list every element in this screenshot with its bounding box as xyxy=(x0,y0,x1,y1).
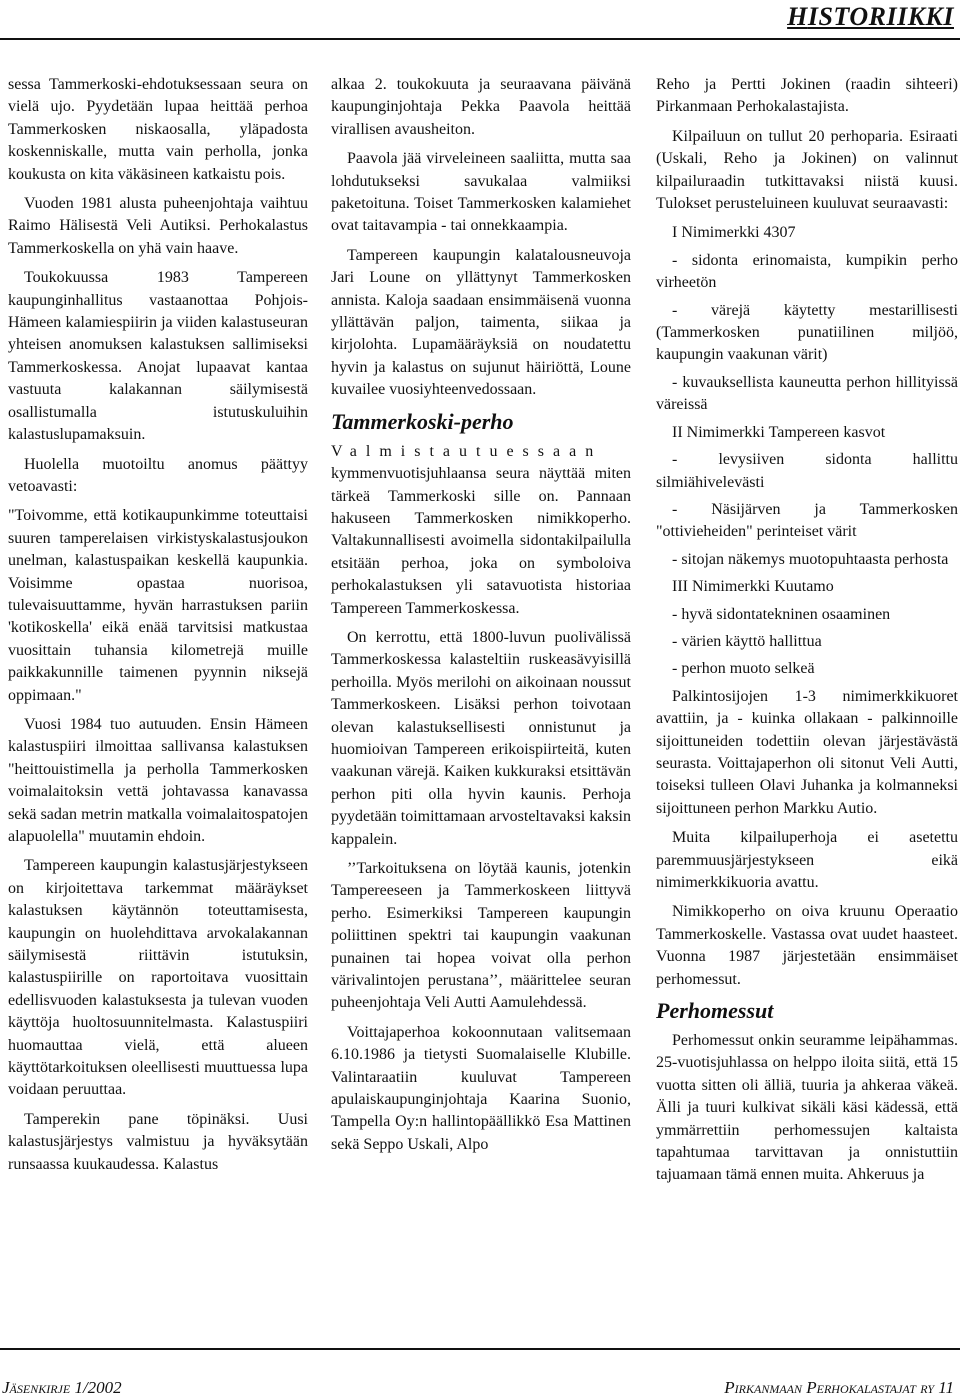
paragraph: alkaa 2. toukokuuta ja seuraavana päivänä kaupunginjohtaja Pekka Paavola heittää virallisen avausheiton. xyxy=(331,76,631,138)
result-item: - Näsijärven ja Tammerkosken "ottivieheiden" perinteiset värit xyxy=(656,500,958,541)
paragraph: Tampereen kaupungin kalastusjärjestykseen on kirjoitettava tarkemmat määräykset kalastuksen käytännön toteuttamisesta, kaupungin on huolehdittava arvokalakannan säilymisestä riittävin istutuksin, kalastuspiirille on raportoitava vuosittain edellisvuoden kalastuksesta ja tulevan vuoden käyttöja huoltosuunnitelmasta. Kalastuspiiri huomauttaa vielä, että alueen käyttötarkoituksen oleellisesti muuttuessa lupa voidaan peruuttaa. xyxy=(8,857,308,1099)
section-title xyxy=(787,2,954,32)
paragraph: Nimikkoperho on oiva kruunu Operaatio Tammerkoskelle. Vastassa ovat uudet haasteet. Vuonna 1987 järjestetään ensimmäiset perhomessut. xyxy=(656,903,958,988)
paragraph: Huolella muotoiltu anomus päättyy vetoavasti: xyxy=(8,455,308,495)
paragraph xyxy=(331,441,631,620)
section-title-initial: H xyxy=(787,2,808,31)
header-rule xyxy=(0,38,960,40)
article-column-3 xyxy=(656,74,958,1194)
paragraph: Palkintosijojen 1-3 nimimerkkikuoret avattiin, ja - kuinka ollakaan - palkinnoille sijoittuneiden todettiin olevan järjestävästä seurasta. Voittajaperhon oli sitonut Veli Autti, toiseksi tulleen Olavi Juhanka ja kolmanneksi sijoittuneen perhon Markku Autio. xyxy=(656,687,958,817)
footer-rule xyxy=(0,1348,960,1350)
paragraph: Toukokuussa 1983 Tampereen kaupunginhallitus vastaanottaa Pohjois-Hämeen kalamiespiirin ja viiden kalastuseuran yhteisen anomuksen kalastuksen sallimiseksi Tammerkoskessa. Anojat lupaavat kantaa vastuuta kalakannan säilymisestä osallistumalla istutuskuluihin kalastuslupamaksuin. xyxy=(8,269,308,444)
paragraph: Kilpailuun on tullut 20 perhoparia. Esiraati (Uskali, Reho ja Jokinen) on valinnut kilpailuraadin tutkittavaksi niistä kuusi. Tulokset perusteluineen kuuluvat seuraavasti: xyxy=(656,127,958,213)
paragraph: Reho ja Pertti Jokinen (raadin sihteeri) Pirkanmaan Perhokalastajista. xyxy=(656,76,958,116)
result-item: - värejä käytetty mestarillisesti (Tammerkosken punatiilinen miljöö, kaupungin vaakunan värit) xyxy=(656,301,958,364)
paragraph: Voittajaperhoa kokoonnutaan valitsemaan 6.10.1986 ja tietysti Suomalaiselle Klubille. Valintaraatiin kuuluvat Tampereen apulaiskaupunginjohtaja Kaarina Suonio, Tampella Oy:n hallintopäällikkö Esa Mattinen sekä Seppo Uskali, Alpo xyxy=(331,1023,631,1153)
footer-publisher-page: Pirkanmaan Perhokalastajat ry 11 xyxy=(724,1378,954,1397)
result-item: - sitojan näkemys muotopuhtaasta perhosta xyxy=(672,550,949,568)
result-heading: II Nimimerkki Tampereen kasvot xyxy=(672,423,886,441)
section-title-rest: ISTORIIKKI xyxy=(807,2,954,31)
result-item: - värien käyttö hallittua xyxy=(672,632,822,650)
paragraph-text: kymmenvuotisjuhlaansa seura näyttää miten tärkeä Tammerkoski sille on. Pannaan hakuseen Tammerkosken nimikkoperho. Valtakunnallisesti avoimella sidontakilpailulla etsitään perhoa, joka on symboloiva perhokalastuksen yli satavuotista historiaa Tampereen Tammerkoskessa. xyxy=(331,465,631,617)
footer-publication: Jäsenkirje 1/2002 xyxy=(2,1378,122,1397)
result-item: - sidonta erinomaista, kumpikin perho virheetön xyxy=(656,251,958,292)
result-heading: III Nimimerkki Kuutamo xyxy=(672,578,834,596)
paragraph: Vuoden 1981 alusta puheenjohtaja vaihtuu Raimo Hälisestä Veli Autiksi. Perhokalastus Tammerkoskella on yhä vain haave. xyxy=(8,195,308,257)
paragraph: Tampereen kaupungin kalatalousneuvoja Jari Loune on yllättynyt Tammerkosken annista. Kaloja saadaan ensimmäisenä vuonna yllättävän paljon, taimenta, siikaa ja kirjolohta. Lupamääräyksiä on noudatettu hyvin ja kalastus on sujunut häiriöttä, Loune kuvailee vuosiyhteenvedossaan. xyxy=(331,246,631,399)
paragraph: Perhomessut onkin seuramme leipähammas. 25-vuotisjuhlassa on helppo iloita siitä, että 15 vuotta sitten oli älliä, tuuria ja ahkeraa väkeä. Älli ja tuuri kulkivat sikäli käsi kädessä, että ymmärrettiin perhomessujen kaltaista tapahtumaa tarvittavan ja onnistuttiin tajuamaan tämä ennen muita. Ahkeruus ja xyxy=(656,1032,958,1184)
paragraph: Paavola jää virveleineen saaliitta, mutta saa lohdutukseksi savukalaa valmiiksi paketoituna. Toiset Tammerkosken kalamiehet ovat taitavampia - tai onnekkaampia. xyxy=(331,150,631,235)
paragraph: On kerrottu, että 1800-luvun puolivälissä Tammerkoskessa kalasteltiin ruskeasävyisillä perhoilla. Myös merilohi on aikoinaan noussut Tammerkoskeen. Lisäksi perhon toivotaan olevan kalastuksellisesti onnistunut ja huomioivan Tampereen erikoispiirteitä, kuten vaakunan värejä. Kaiken kukkuraksi etsittävän perhon piti olla hyvin kaunis. Perhoja pyydetään toimittamaan arvosteltavaksi kaksin kappalein. xyxy=(331,628,631,848)
subheading-perhomessut: Perhomessut xyxy=(656,998,774,1024)
result-item: - kuvauksellista kauneutta perhon hillityissä väreissä xyxy=(656,373,958,414)
paragraph: sessa Tammerkoski-ehdotuksessaan seura on vielä ujo. Pyydetään lupaa heittää perhoa Tammerkosken niskaosalla, yläpadosta koskenniskalle, mutta vain perholla, jonka koukusta on kita väkäsineen katkaistu pois. xyxy=(8,76,308,183)
article-column-1 xyxy=(8,74,308,1183)
paragraph: Tamperekin pane töpinäksi. Uusi kalastusjärjestys valmistuu ja hyväksytään runsaassa kuukaudessa. Kalastus xyxy=(8,1110,308,1173)
paragraph: ’’Tarkoituksena on löytää kaunis, jotenkin Tampereeseen ja Tammerkoskeen liittyvä perho. Esimerkiksi Tampereen kaupungin poliittinen spektri tai kaupungin vaakunan punainen tai hopea voivat olla perhon värivalintojen perustana’’, määrittelee seuran puheenjohtaja Veli Autti Aamulehdessä. xyxy=(331,860,631,1012)
result-item: - levysiiven sidonta hallittu silmiähivelevästi xyxy=(656,451,958,491)
subheading-tammerkoski-perho: Tammerkoski-perho xyxy=(331,408,514,434)
paragraph: Vuosi 1984 tuo autuuden. Ensin Hämeen kalastuspiiri ilmoittaa sallivansa kalastuksen "heittouistimella ja perholla Tammerkosken voimalaitoksin vettä johtavassa kanavassa sekä sadan metrin matkalla voimalaitospatojen alapuolella" muutamin ehdoin. xyxy=(8,715,308,845)
result-item: - hyvä sidontatekninen osaaminen xyxy=(672,605,891,623)
paragraph: Muita kilpailuperhoja ei asetettu paremmuusjärjestykseen eikä nimimerkkikuoria avattu. xyxy=(656,829,958,891)
spaced-lead-word: Valmistautuessaan xyxy=(331,442,603,460)
result-heading: I Nimimerkki 4307 xyxy=(672,224,796,242)
quote-paragraph: "Toivomme, että kotikaupunkimme toteuttaisi suuren tamperelaisen virkistyskalastusjoukon unelman, kalastuspaikan keskellä kaupunkia. Voisimme opastaa nuorisoa, tulevaisuuttamme, hyvän harrastuksen pariin 'kotikoskella' eikä enää tarvitsisi matkustaa vuosittain tuhansia kilometrejä muille paikkakunnille taimenen pyynnin niksejä oppimaan." xyxy=(8,507,308,704)
article-column-2 xyxy=(331,74,631,1163)
result-item: - perhon muoto selkeä xyxy=(672,660,815,678)
